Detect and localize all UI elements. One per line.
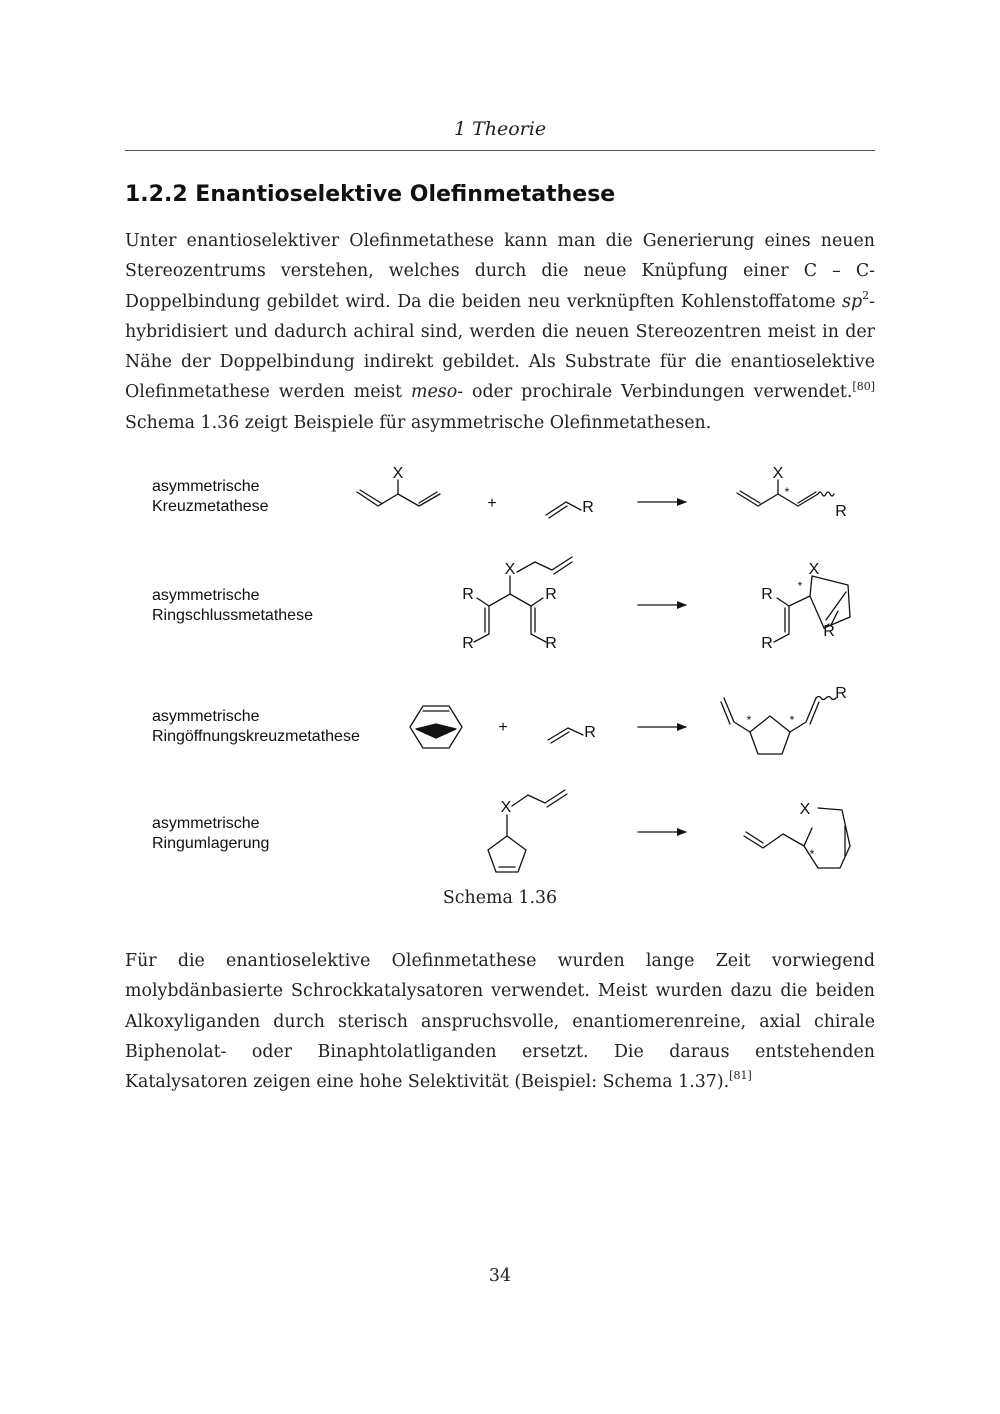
stereocenter-star: * bbox=[809, 847, 815, 861]
section-heading: 1.2.2 Enantioselektive Olefinmetathese bbox=[125, 182, 616, 207]
atom-x: X bbox=[504, 561, 516, 578]
row4-label-line2: Ringumlagerung bbox=[152, 835, 270, 852]
reaction-scheme bbox=[125, 455, 875, 885]
stereocenter-star: * bbox=[784, 485, 790, 499]
row1-label-line1: asymmetrische bbox=[152, 478, 260, 495]
atom-x: X bbox=[392, 465, 404, 482]
header-rule bbox=[125, 150, 875, 151]
atom-x: X bbox=[500, 799, 512, 816]
atom-r: R bbox=[582, 499, 594, 516]
atom-r: R bbox=[761, 586, 773, 603]
row3-label-line1: asymmetrische bbox=[152, 708, 260, 725]
row3-product bbox=[721, 697, 836, 755]
atom-r: R bbox=[545, 635, 557, 652]
atom-x: X bbox=[772, 465, 784, 482]
row1-alkene-reagent bbox=[546, 502, 581, 518]
atom-x: X bbox=[808, 561, 820, 578]
stereocenter-star: * bbox=[789, 713, 795, 727]
plus-sign: + bbox=[487, 495, 497, 512]
row3-label-line2: Ringöffnungskreuzmetathese bbox=[152, 728, 360, 745]
atom-r: R bbox=[761, 635, 773, 652]
row3-norbornene bbox=[410, 706, 462, 748]
row1-label-line2: Kreuzmetathese bbox=[152, 498, 269, 515]
catalyst-paragraph bbox=[125, 946, 875, 1097]
scheme-drawing bbox=[125, 455, 875, 885]
atom-r: R bbox=[835, 503, 847, 520]
row2-product bbox=[774, 576, 850, 642]
atom-r: R bbox=[545, 586, 557, 603]
plus-sign: + bbox=[498, 719, 508, 736]
row4-label-line1: asymmetrische bbox=[152, 815, 260, 832]
catalyst-text: Für die enantioselektive Olefinmetathese wurden lange Zeit vorwiegend molybdänbasierte Schrockkatalysatoren verwendet. Meist wurden dazu die beiden Alkoxyliganden durch sterisch anspruchsvolle, enantiomerenreine, axial chirale Biphenolat- oder Binaphtolatliganden ersetzt. Die daraus entstehenden Katalysatoren zeigen eine hohe Selektivität (Beispiel: Schema 1.37). bbox=[125, 951, 875, 1093]
row3-alkene-reagent bbox=[548, 728, 583, 743]
atom-x: X bbox=[799, 801, 811, 818]
running-header: 1 Theorie bbox=[453, 118, 547, 140]
meso-term: meso bbox=[411, 382, 458, 403]
atom-r: R bbox=[584, 724, 596, 741]
citation-81: [81] bbox=[729, 1069, 752, 1083]
atom-r: R bbox=[835, 685, 847, 702]
sp-exponent: 2 bbox=[862, 288, 870, 302]
intro-text-2: -hybridisiert und dadurch achiral sind, werden die neuen Stereozentren meist in der Nähe der Doppelbindung indirekt gebildet. Als Substrate für die enantioselektive Olefinmetathese werden meist bbox=[125, 291, 875, 403]
row2-label-line1: asymmetrische bbox=[152, 587, 260, 604]
row1-substrate-diene bbox=[357, 480, 440, 506]
atom-r: R bbox=[462, 586, 474, 603]
sp-term: sp bbox=[842, 291, 863, 312]
stereocenter-star: * bbox=[746, 713, 752, 727]
scheme-caption: Schema 1.36 bbox=[442, 888, 558, 908]
row2-label-line2: Ringschlussmetathese bbox=[152, 607, 313, 624]
row2-substrate-triene bbox=[474, 557, 572, 642]
page-number: 34 bbox=[488, 1266, 512, 1286]
intro-text-1: Unter enantioselektiver Olefinmetathese kann man die Generierung eines neuen Stereozentrums verstehen, welches durch die neue Knüpfung einer C – C-Doppelbindung gebildet wird. Da die beiden neu verknüpften Kohlenstoffatome bbox=[125, 231, 875, 312]
atom-r: R bbox=[823, 623, 835, 640]
intro-text-3: - oder prochirale Verbindungen verwendet. bbox=[457, 382, 853, 403]
intro-text-4: Schema 1.36 zeigt Beispiele für asymmetrische Olefinmetathesen. bbox=[125, 412, 712, 433]
intro-paragraph bbox=[125, 226, 875, 438]
row4-product bbox=[744, 808, 850, 868]
stereocenter-star: * bbox=[797, 579, 803, 593]
atom-r: R bbox=[462, 635, 474, 652]
citation-80: [80] bbox=[852, 379, 876, 393]
